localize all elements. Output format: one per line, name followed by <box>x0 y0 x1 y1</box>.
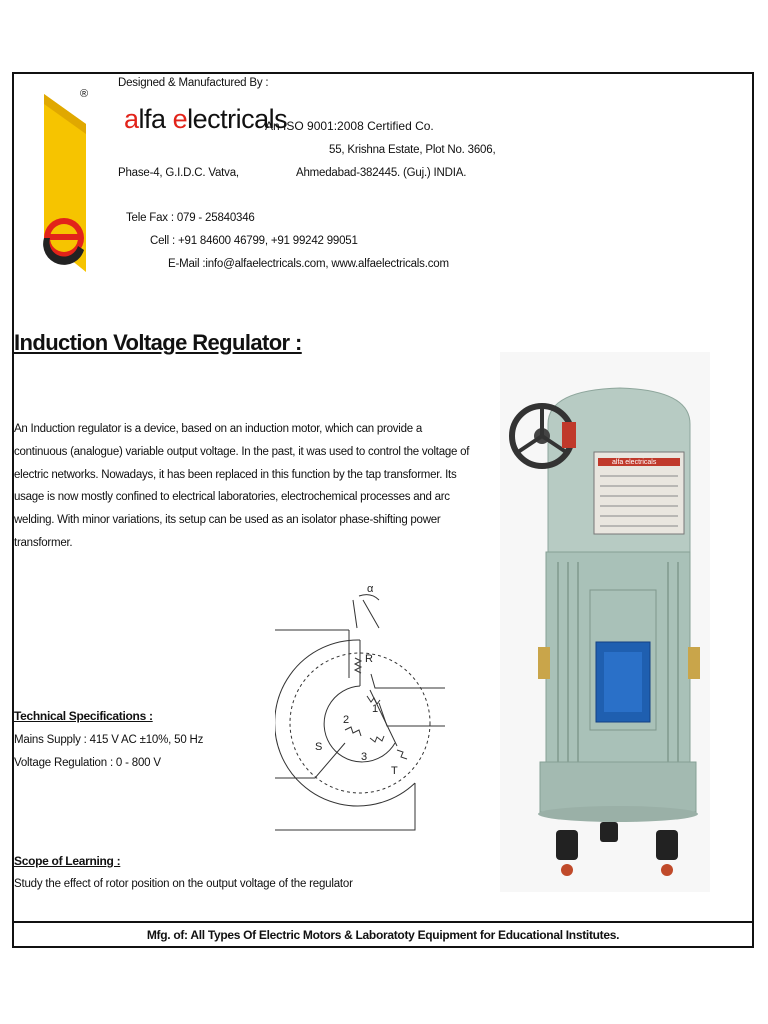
registered-mark: ® <box>80 88 89 100</box>
page-title: Induction Voltage Regulator : <box>14 330 302 355</box>
address-line-2-right: Ahmedabad-382445. (Guj.) INDIA. <box>296 167 467 179</box>
label-alpha: α <box>367 583 374 595</box>
email-website: E-Mail :info@alfaelectricals.com, www.alfaelectricals.com <box>168 258 449 270</box>
company-logo <box>40 88 100 278</box>
induction-regulator-photo <box>500 352 710 892</box>
brand-letter-e: e <box>172 104 188 134</box>
address-line-1: 55, Krishna Estate, Plot No. 3606, <box>329 144 496 156</box>
telefax: Tele Fax : 079 - 25840346 <box>126 212 255 224</box>
footer-divider <box>12 921 754 923</box>
brand-part-lectricals: lectricals <box>187 104 288 134</box>
designed-by-label: Designed & Manufactured By : <box>118 77 269 89</box>
label-s: S <box>315 741 323 753</box>
iso-certification: An ISO 9001:2008 Certified Co. <box>265 119 434 133</box>
address-line-2-left: Phase-4, G.I.D.C. Vatva, <box>118 167 239 179</box>
label-1: 1 <box>372 703 379 715</box>
plate-brand: alfa electricals <box>612 459 657 466</box>
spec-mains-supply: Mains Supply : 415 V AC ±10%, 50 Hz <box>14 734 204 746</box>
scope-heading: Scope of Learning : <box>14 854 121 868</box>
brand-name <box>124 104 287 135</box>
brand-part-lfa: lfa <box>138 104 173 134</box>
label-3: 3 <box>361 751 368 763</box>
footer-tagline: Mfg. of: All Types Of Electric Motors & Laboratoty Equipment for Educational Institutes. <box>146 928 620 942</box>
label-2: 2 <box>343 714 350 726</box>
cell-numbers: Cell : +91 84600 46799, +91 99242 99051 <box>150 235 358 247</box>
specs-heading: Technical Specifications : <box>14 709 153 723</box>
spec-voltage-regulation: Voltage Regulation : 0 - 800 V <box>14 757 161 769</box>
scope-text: Study the effect of rotor position on the output voltage of the regulator <box>14 878 353 890</box>
brand-letter-a: a <box>124 104 139 134</box>
regulator-winding-diagram <box>275 578 470 838</box>
description-paragraph: An Induction regulator is a device, based on an induction motor, which can provide a continuous (analogue) variable output voltage. In the past, it was used to control the voltage of electric networks. Nowadays, it has been replaced in this function by the tap transformer. Its usage is now mostly confined to electrical laboratories, electrochemical processes and arc welding. With minor variations, its setup can be used as an isolator phase-shifting power transformer. <box>14 423 470 549</box>
label-t: T <box>391 765 398 777</box>
label-r: R <box>365 653 373 665</box>
